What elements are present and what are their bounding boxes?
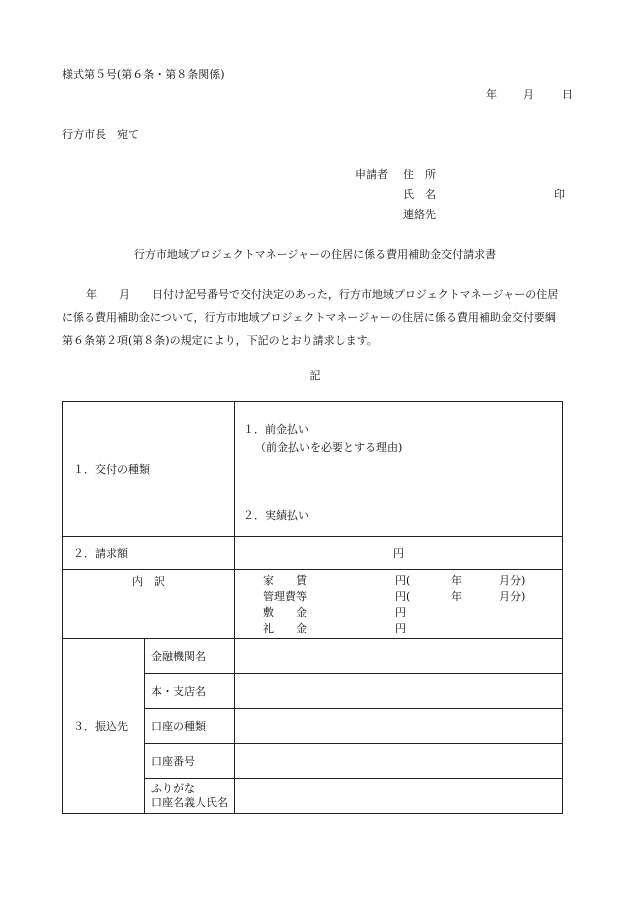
name-label: 氏 名 [403, 188, 436, 201]
breakdown-row [63, 570, 563, 639]
form-number: 様式第５号(第６条・第８条関係) [62, 68, 225, 81]
document-title: 行方市地域プロジェクトマネージャーの住居に係る費用補助金交付請求書 [133, 248, 497, 261]
date-line [486, 86, 573, 102]
holder-input[interactable] [235, 779, 563, 814]
bank-name-label: 金融機関名 [145, 639, 235, 674]
branch-label: 本・支店名 [145, 674, 235, 709]
account-number-input[interactable] [235, 744, 563, 779]
account-type-input[interactable] [235, 709, 563, 744]
account-number-label: 口座番号 [145, 744, 235, 779]
amount-field[interactable]: 円 [235, 537, 563, 570]
kind-label: １．交付の種類 [63, 402, 235, 537]
ki-heading: 記 [309, 369, 321, 382]
breakdown-item: 礼 金 円 [263, 622, 406, 635]
date-month: 月 [523, 88, 534, 101]
breakdown-item: 家 賃 円( 年 月分) [263, 574, 526, 587]
address-label: 住 所 [403, 168, 436, 181]
kind-options[interactable] [235, 402, 563, 537]
amount-label: ２．請求額 [63, 537, 235, 570]
account-type-label: 口座の種類 [145, 709, 235, 744]
request-table [62, 401, 563, 814]
bank-name-row [63, 639, 563, 674]
kind-option-advance-reason: （前金払いを必要とする理由) [255, 441, 403, 454]
seal-mark: 印 [554, 188, 565, 201]
amount-row [63, 537, 563, 570]
kind-option-actual: ２．実績払い [243, 509, 309, 522]
breakdown-item: 敷 金 円 [263, 606, 406, 619]
bank-name-input[interactable] [235, 639, 563, 674]
kind-row [63, 402, 563, 537]
breakdown-label: 内 訳 [63, 570, 235, 639]
applicant-label: 申請者 [355, 168, 388, 181]
breakdown-item: 管理費等 円( 年 月分) [263, 590, 526, 603]
branch-input[interactable] [235, 674, 563, 709]
holder-name-label: 口座名義人氏名 [151, 796, 228, 809]
addressee: 行方市長 宛て [62, 128, 139, 141]
request-body: 年 月 日付け記号番号で交付決定のあった，行方市地域プロジェクトマネージャーの住居に係る費用補助金について，行方市地域プロジェクトマネージャーの住居に係る費用補助金交付要綱第６条第２項(第８条)の規定により，下記のとおり請求します。 [62, 288, 559, 347]
kind-option-advance: １．前金払い [243, 423, 309, 436]
holder-label [145, 779, 235, 814]
breakdown-field[interactable] [235, 570, 563, 639]
contact-label: 連絡先 [403, 208, 436, 221]
transfer-label: ３．振込先 [63, 639, 145, 814]
furigana-label: ふりがな [151, 782, 195, 795]
date-day: 日 [562, 88, 573, 101]
date-year: 年 [486, 88, 497, 101]
